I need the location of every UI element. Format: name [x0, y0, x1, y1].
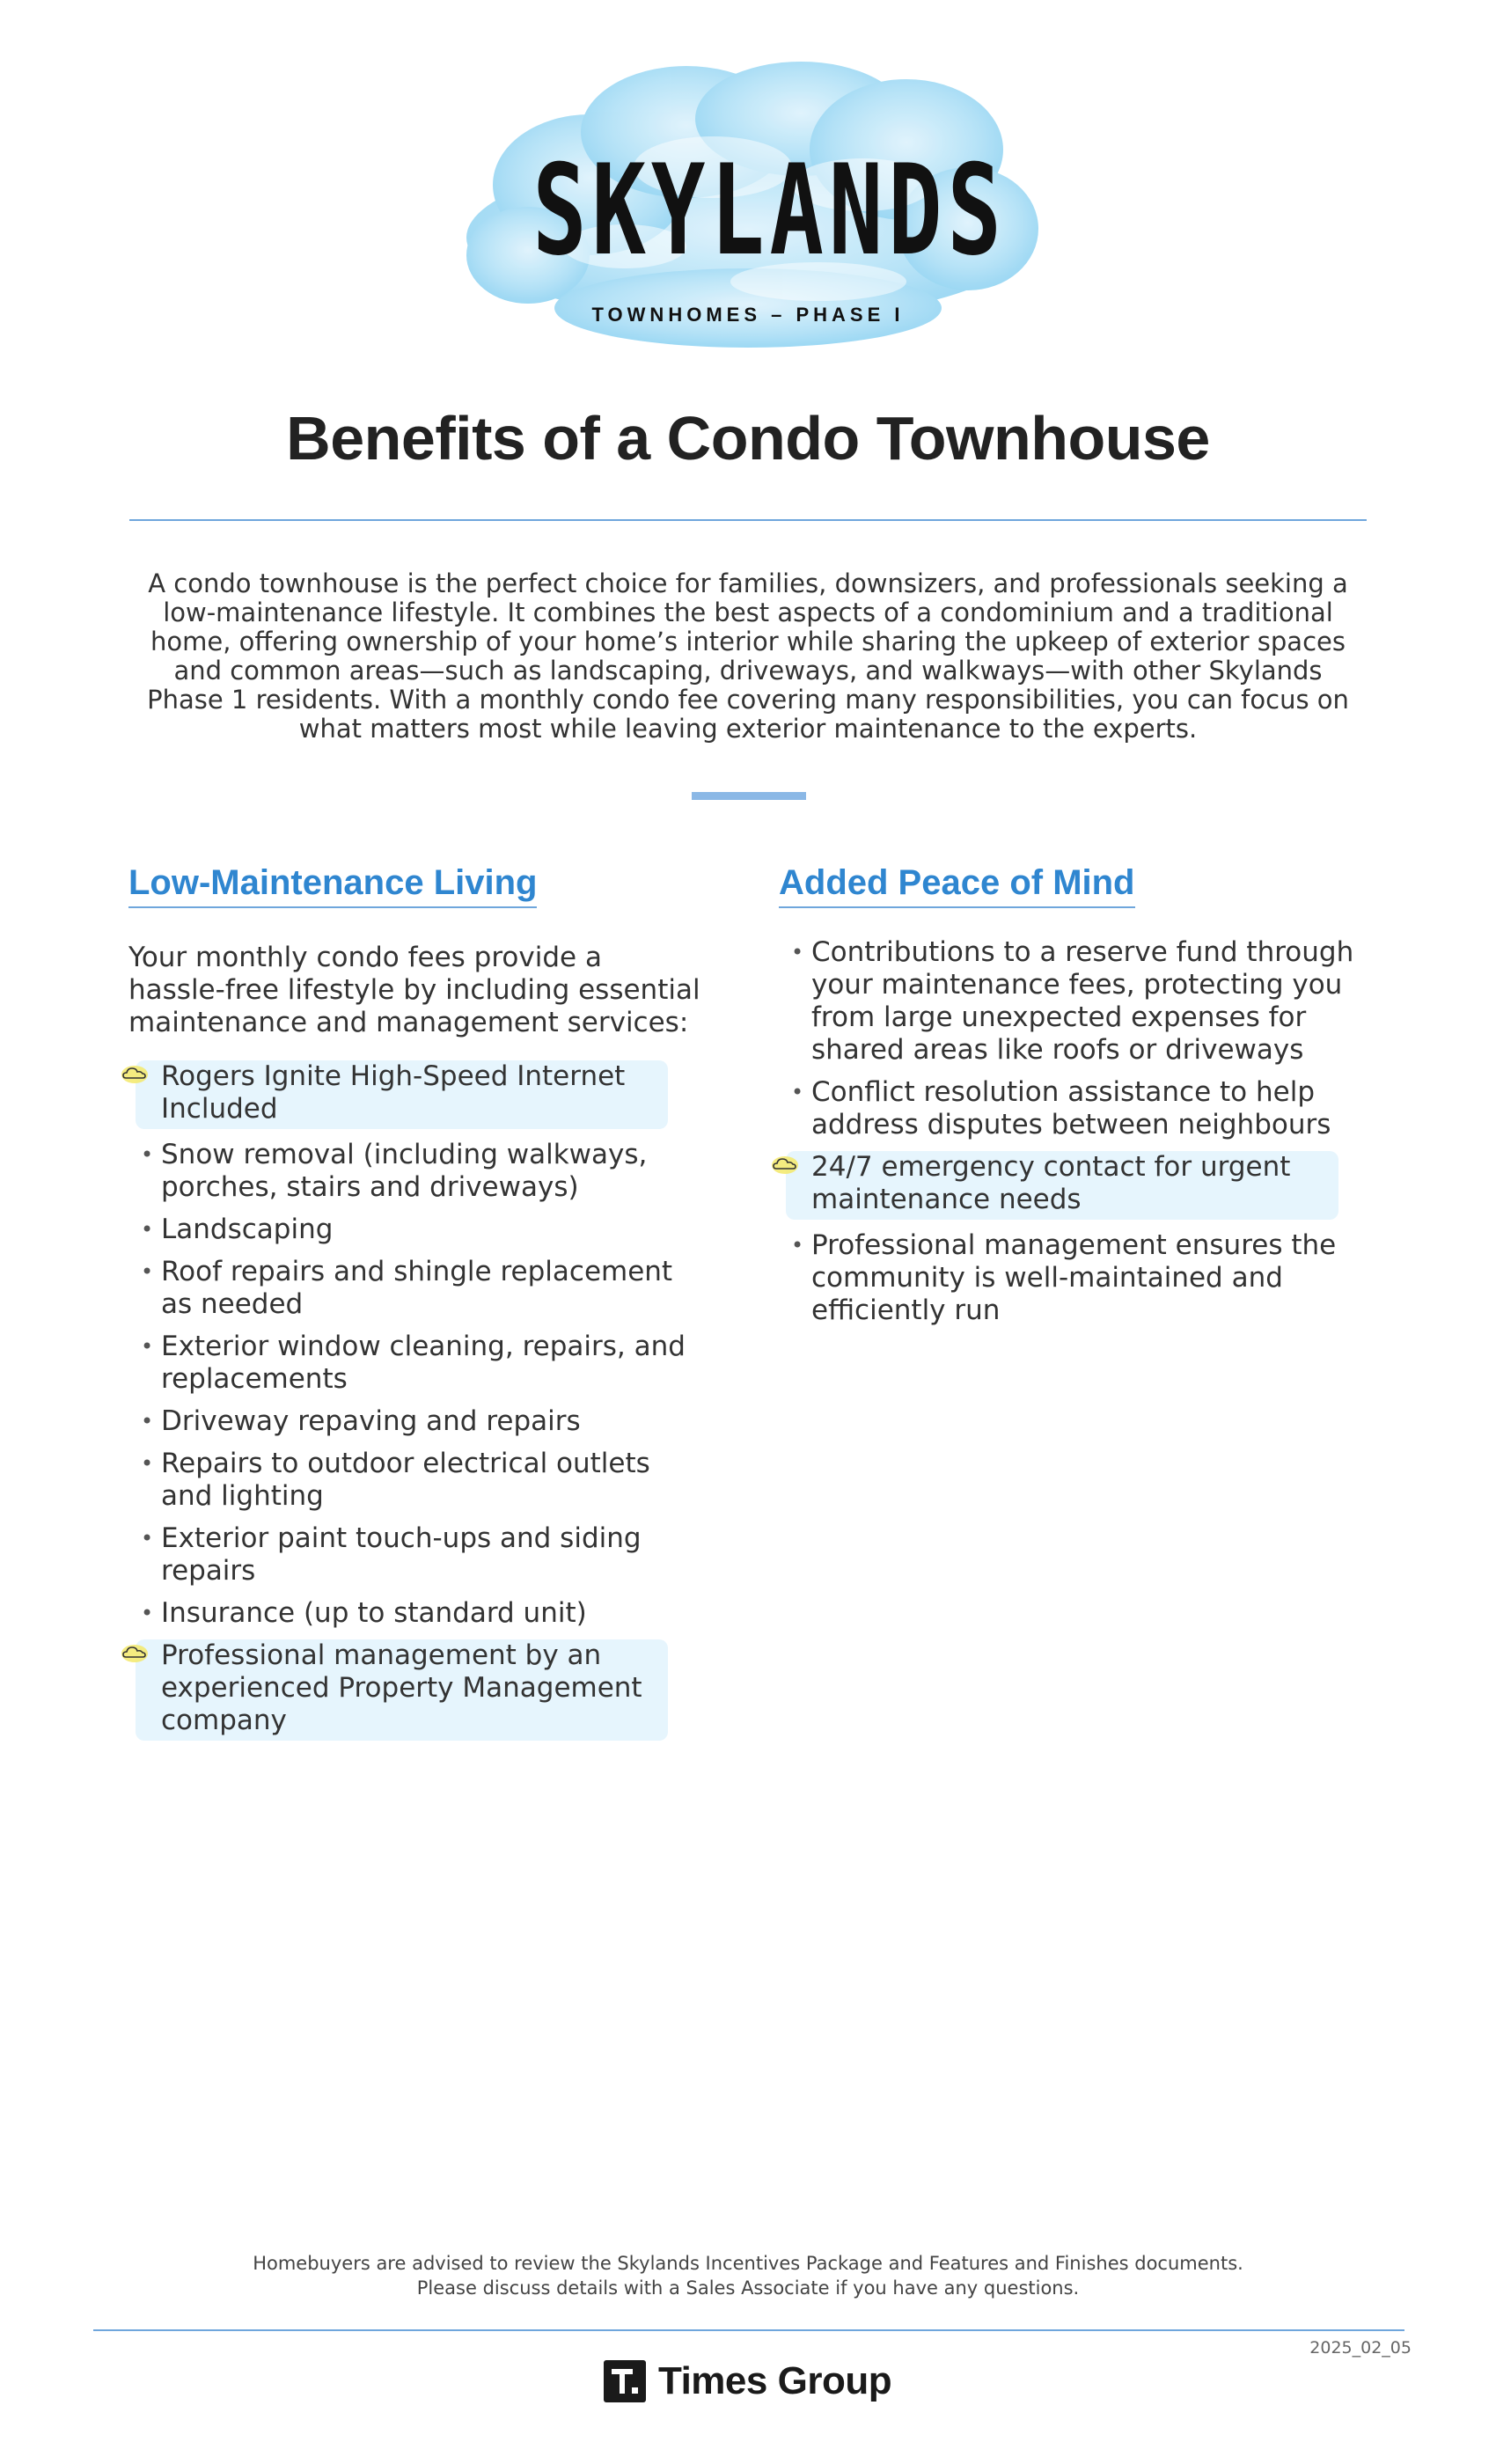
bullet-icon: •: [791, 1233, 804, 1258]
list-item-text: Professional management ensures the community is well-maintained and efficiently run: [811, 1229, 1337, 1326]
benefit-list: [779, 936, 1377, 1327]
list-item-text: Professional management by an experienced Property Management company: [161, 1639, 642, 1736]
list-item: [136, 1060, 668, 1129]
bullet-icon: •: [141, 1601, 154, 1625]
cloud-icon: [120, 1062, 150, 1085]
list-item-text: Conflict resolution assistance to help address disputes between neighbours: [811, 1076, 1331, 1140]
logo-wordmark: SKYLANDS: [532, 138, 1007, 283]
list-item: [128, 1139, 700, 1204]
list-item: [128, 1448, 700, 1513]
list-item-text: Driveway repaving and repairs: [161, 1405, 581, 1437]
bullet-icon: •: [791, 940, 804, 964]
list-item-text: Roof repairs and shingle replacement as needed: [161, 1256, 673, 1320]
skylands-logo: [449, 35, 1047, 361]
list-item-text: 24/7 emergency contact for urgent maintenance needs: [811, 1151, 1291, 1215]
peace-of-mind-section: [779, 861, 1377, 1337]
list-item: [128, 1214, 700, 1246]
list-item-text: Insurance (up to standard unit): [161, 1597, 587, 1629]
list-item-text: Exterior window cleaning, repairs, and replacements: [161, 1331, 686, 1395]
list-item: [128, 1256, 700, 1321]
list-item-text: Repairs to outdoor electrical outlets and lighting: [161, 1448, 650, 1512]
list-item-text: Snow removal (including walkways, porches, stairs and driveways): [161, 1139, 648, 1203]
list-item: [779, 1076, 1377, 1141]
low-maintenance-section: [128, 861, 700, 1750]
intro-paragraph: A condo townhouse is the perfect choice for families, downsizers, and professionals seeking a low-maintenance lifestyle. It combines the best aspects of a condominium and a traditional home, offering ownership of your home’s interior while sharing the upkeep of exterior spaces and common areas—such as landscaping, driveways, and walkways—with other Skylands Phase 1 residents. With a monthly condo fee covering many responsibilities, you can focus on what matters most while leaving exterior maintenance to the experts.: [147, 568, 1349, 744]
footer-divider: [93, 2329, 1404, 2331]
list-item: [128, 1405, 700, 1438]
list-item: [128, 1522, 700, 1588]
bullet-icon: •: [141, 1409, 154, 1434]
times-group-logo-icon: [604, 2360, 646, 2402]
divider: [129, 519, 1367, 521]
bullet-icon: •: [141, 1526, 154, 1551]
brand-name: Times Group: [658, 2359, 892, 2402]
section-heading: Low-Maintenance Living: [128, 861, 537, 908]
cloud-icon: [770, 1153, 800, 1176]
bullet-icon: •: [141, 1217, 154, 1242]
section-divider: [692, 792, 806, 800]
list-item-text: Exterior paint touch-ups and siding repairs: [161, 1522, 642, 1587]
bullet-icon: •: [141, 1259, 154, 1284]
bullet-icon: •: [141, 1451, 154, 1476]
document-date: 2025_02_05: [1309, 2338, 1412, 2358]
list-item: [779, 1229, 1377, 1327]
list-item-text: Rogers Ignite High-Speed Internet Included: [161, 1060, 626, 1125]
list-item-text: Landscaping: [161, 1214, 334, 1245]
footer-note-line: Please discuss details with a Sales Associate if you have any questions.: [416, 2277, 1080, 2299]
list-item-text: Contributions to a reserve fund through your maintenance fees, protecting you from large unexpected expenses for shared areas like roofs or driveways: [811, 936, 1354, 1066]
page-title: Benefits of a Condo Townhouse: [286, 404, 1210, 473]
bullet-icon: •: [141, 1142, 154, 1167]
logo-subtitle: TOWNHOMES – PHASE I: [591, 304, 905, 326]
list-item: [786, 1151, 1338, 1220]
section-description: Your monthly condo fees provide a hassle-free lifestyle by including essential maintenance and management services:: [128, 942, 700, 1038]
benefit-list: [128, 1060, 700, 1741]
section-heading: Added Peace of Mind: [779, 861, 1135, 908]
list-item: [779, 936, 1377, 1067]
list-item: [128, 1597, 700, 1630]
list-item: [128, 1331, 700, 1396]
bullet-icon: •: [791, 1080, 804, 1104]
footer-note: [0, 2251, 1496, 2300]
cloud-icon: [120, 1641, 150, 1664]
list-item: [136, 1639, 668, 1741]
bullet-icon: •: [141, 1334, 154, 1359]
footer-note-line: Homebuyers are advised to review the Skylands Incentives Package and Features and Finishes documents.: [253, 2253, 1243, 2274]
times-group-logo: [604, 2357, 891, 2406]
